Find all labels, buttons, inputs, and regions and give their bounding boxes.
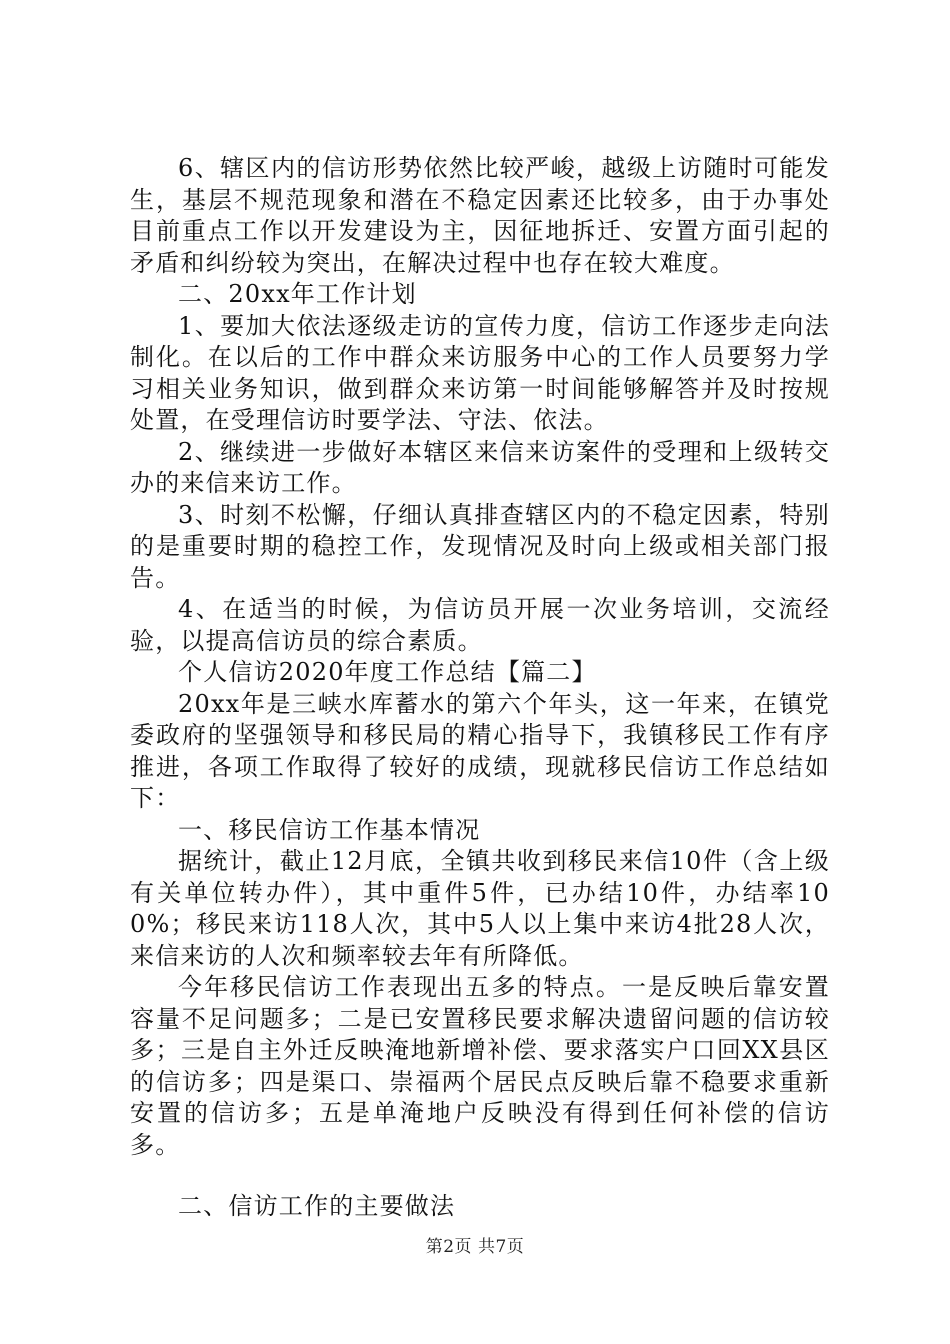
- heading-main-methods: 二、信访工作的主要做法: [178, 1192, 456, 1220]
- paragraph-plan-4: 4、在适当的时候，为信访员开展一次业务培训，交流经验，以提高信访员的综合素质。: [130, 595, 830, 655]
- paragraph-statistics: 据统计，截止12月底，全镇共收到移民来信10件（含上级有关单位转办件），其中重件5件，已办结10件，办结率100%；移民来访118人次，其中5人以上集中来访4批28人次，来信来访的人次和频率较去年有所降低。: [130, 847, 830, 970]
- paragraph-plan-1: 1、要加大依法逐级走访的宣传力度，信访工作逐步走向法制化。在以后的工作中群众来访服务中心的工作人员要努力学习相关业务知识，做到群众来访第一时间能够解答并及时按规处置，在受理信访时要学法、守法、依法。: [130, 311, 830, 434]
- heading-work-plan: 二、20xx年工作计划: [178, 280, 417, 308]
- document-body: [130, 153, 830, 1223]
- heading-basic-situation: 一、移民信访工作基本情况: [178, 815, 481, 844]
- paragraph-plan-2: 2、继续进一步做好本辖区来信来访案件的受理和上级转交办的来信来访工作。: [130, 437, 830, 497]
- paragraph-intro: 20xx年是三峡水库蓄水的第六个年头，这一年来，在镇党委政府的坚强领导和移民局的精心指导下，我镇移民工作有序推进，各项工作取得了较好的成绩，现就移民信访工作总结如下：: [130, 689, 830, 812]
- heading-part-two-title: 个人信访2020年度工作总结【篇二】: [178, 658, 597, 686]
- page-footer: 第2页 共7页: [425, 1237, 525, 1257]
- paragraph-five-features: 今年移民信访工作表现出五多的特点。一是反映后靠安置容量不足问题多；二是已安置移民要求解决遗留问题的信访较多；三是自主外迁反映淹地新增补偿、要求落实户口回XX县区的信访多；四是渠口、崇福两个居民点反映后靠不稳要求重新安置的信访多；五是单淹地户反映没有得到任何补偿的信访多。: [130, 973, 830, 1159]
- paragraph-plan-3: 3、时刻不松懈，仔细认真排查辖区内的不稳定因素，特别的是重要时期的稳控工作，发现情况及时向上级或相关部门报告。: [130, 500, 830, 592]
- paragraph-problem-6: 6、辖区内的信访形势依然比较严峻，越级上访随时可能发生，基层不规范现象和潜在不稳定因素还比较多，由于办事处目前重点工作以开发建设为主，因征地拆迁、安置方面引起的矛盾和纠纷较为突出，在解决过程中也存在较大难度。: [130, 154, 830, 277]
